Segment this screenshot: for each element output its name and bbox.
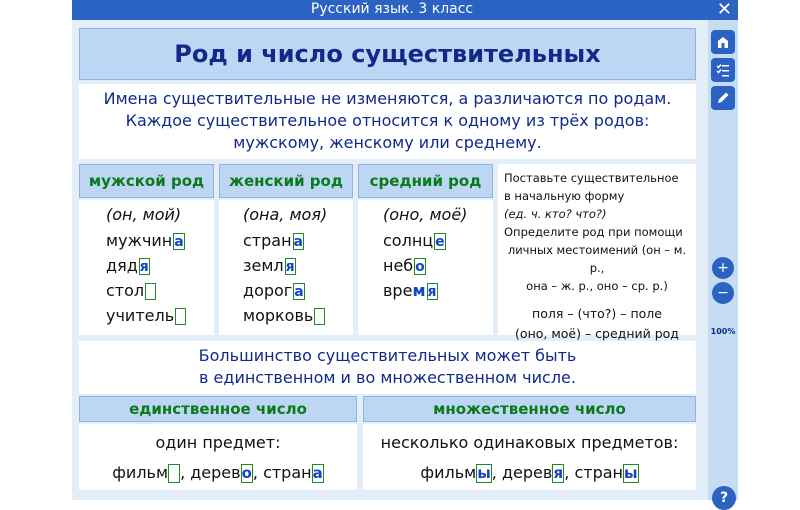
header-neuter: средний род — [358, 164, 493, 198]
singular-words: фильм , дерево, страна — [112, 463, 323, 482]
window-titlebar — [72, 0, 738, 20]
highlighted-letter: м — [412, 281, 426, 300]
ending-box[interactable]: о — [415, 259, 425, 275]
word-item: учитель — [106, 303, 186, 328]
intro-line-1: Имена существительные не изменяются, а различаются по родам. — [103, 89, 672, 108]
checklist-icon[interactable] — [711, 58, 735, 82]
zoom-in-icon[interactable]: + — [712, 257, 734, 279]
ending-box[interactable]: о — [241, 464, 252, 482]
zoom-level: 100% — [710, 327, 736, 336]
masculine-words — [106, 205, 186, 328]
word-item: морковь — [243, 303, 327, 328]
ending-box[interactable]: а — [293, 234, 303, 250]
plural-box — [363, 424, 696, 490]
ending-box[interactable] — [175, 308, 186, 325]
note-example-1: поля – (что?) – поле — [532, 306, 662, 321]
pronoun-label: (оно, моё) — [383, 205, 468, 224]
number-line-1: Большинство существительных может быть — [198, 346, 577, 365]
help-icon[interactable]: ? — [712, 486, 736, 510]
word-item: дяд я — [106, 256, 149, 275]
pronoun-label: (он, мой) — [106, 205, 182, 224]
zoom-out-icon[interactable]: − — [712, 282, 734, 304]
ending-box[interactable]: я — [553, 464, 564, 482]
ending-box[interactable]: я — [285, 259, 295, 275]
header-masculine: мужской род — [79, 164, 214, 198]
ending-box[interactable] — [168, 464, 180, 483]
word-item: стран а — [243, 231, 303, 250]
ending-box[interactable]: я — [427, 284, 437, 300]
ending-box[interactable] — [314, 308, 325, 325]
feminine-words — [243, 205, 327, 328]
ending-box[interactable]: е — [435, 234, 445, 250]
pencil-icon[interactable] — [711, 86, 735, 110]
note-box — [498, 164, 696, 341]
close-icon[interactable]: ✕ — [716, 0, 732, 20]
word-item: неб о — [383, 256, 425, 275]
word-item: солнц е — [383, 231, 445, 250]
singular-desc: один предмет: — [155, 433, 281, 452]
header-singular: единственное число — [79, 396, 357, 422]
note-line: Поставьте существительное — [504, 171, 679, 185]
intro-box — [79, 84, 696, 159]
window-title: Русский язык. 3 класс — [310, 1, 474, 17]
intro-line-2: Каждое существительное относится к одному из трёх родов: — [125, 111, 650, 130]
pronoun-label: (она, моя) — [243, 205, 328, 224]
lesson-title: Род и число существительных — [79, 28, 696, 80]
header-feminine: женский род — [219, 164, 353, 198]
number-line-2: в единственном и во множественном числе. — [199, 368, 576, 387]
number-text-box — [79, 341, 696, 394]
ending-box[interactable]: а — [174, 234, 184, 250]
note-line: в начальную форму — [504, 189, 625, 203]
word-item: мужчин а — [106, 231, 184, 250]
note-line: она – ж. р., оно – ср. р.) — [526, 279, 668, 293]
home-icon[interactable] — [711, 30, 735, 54]
neuter-words — [383, 205, 467, 303]
ending-box[interactable]: ы — [477, 464, 491, 482]
intro-line-3: мужскому, женскому или среднему. — [233, 133, 542, 152]
header-plural: множественное число — [363, 396, 696, 422]
plural-desc: несколько одинаковых предметов: — [380, 433, 679, 452]
note-line: Определите род при помощи — [504, 225, 683, 239]
plural-words: фильмы, деревя, страны — [420, 463, 638, 482]
note-line: личных местоимений (он – м. р., — [507, 243, 687, 275]
ending-box[interactable]: я — [139, 259, 149, 275]
ending-box[interactable]: а — [294, 284, 304, 300]
word-item: стол — [106, 278, 186, 303]
ending-box[interactable] — [145, 283, 156, 300]
word-item: врем я — [383, 281, 437, 300]
singular-box — [79, 424, 357, 490]
word-item: дорог а — [243, 281, 304, 300]
note-example-2: (оно, моё) – средний род — [515, 326, 679, 341]
ending-box[interactable]: ы — [624, 464, 638, 482]
ending-box[interactable]: а — [312, 464, 323, 482]
note-line: (ед. ч. кто? что?) — [504, 207, 607, 221]
right-toolbar — [708, 20, 738, 506]
word-item: земл я — [243, 256, 295, 275]
